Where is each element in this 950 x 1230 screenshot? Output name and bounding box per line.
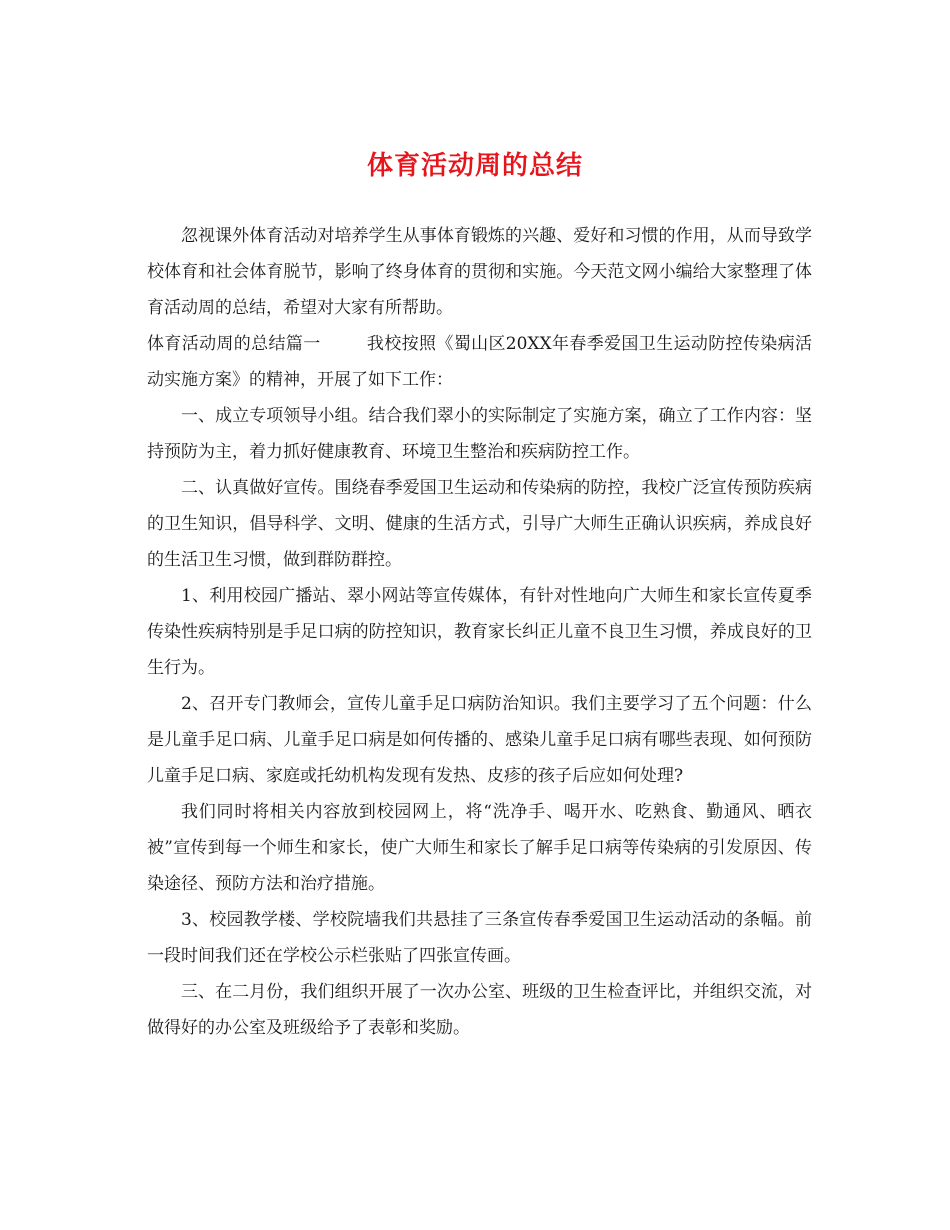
- body-paragraph: 2、召开专门教师会，宣传儿童手足口病防治知识。我们主要学习了五个问题：什么是儿童手足口病、儿童手足口病是如何传播的、感染儿童手足口病有哪些表现、如何预防儿童手足口病、家庭或托幼机构发现有发热、皮疹的孩子后应如何处理?: [147, 694, 812, 786]
- document-body: [147, 218, 812, 1046]
- section-first-text: 我校按照《蜀山区20XX年春季爱国卫生运动防控传染病活动实施方案》的精神，开展了如下工作：: [147, 334, 812, 390]
- body-paragraph: 我们同时将相关内容放到校园网上，将“洗净手、喝开水、吃熟食、勤通风、晒衣被”宣传到每一个师生和家长，使广大师生和家长了解手足口病等传染病的引发原因、传染途径、预防方法和治疗措施。: [147, 802, 812, 894]
- section-first-paragraph: [147, 326, 812, 398]
- section-heading: 体育活动周的总结篇一: [147, 334, 321, 354]
- document-title: 体育活动周的总结: [366, 151, 583, 181]
- body-paragraph: 二、认真做好宣传。围绕春季爱国卫生运动和传染病的防控，我校广泛宣传预防疾病的卫生知识，倡导科学、文明、健康的生活方式，引导广大师生正确认识疾病，养成良好的生活卫生习惯，做到群防群控。: [147, 478, 812, 570]
- body-paragraph: 1、利用校园广播站、翠小网站等宣传媒体，有针对性地向广大师生和家长宣传夏季传染性疾病特别是手足口病的防控知识，教育家长纠正儿童不良卫生习惯，养成良好的卫生行为。: [147, 586, 812, 678]
- body-paragraph: 三、在二月份，我们组织开展了一次办公室、班级的卫生检查评比，并组织交流，对做得好的办公室及班级给予了表彰和奖励。: [147, 982, 812, 1038]
- body-paragraph: 3、校园教学楼、学校院墙我们共悬挂了三条宣传春季爱国卫生运动活动的条幅。前一段时间我们还在学校公示栏张贴了四张宣传画。: [147, 910, 812, 966]
- intro-paragraph: 忽视课外体育活动对培养学生从事体育锻炼的兴趣、爱好和习惯的作用，从而导致学校体育和社会体育脱节，影响了终身体育的贯彻和实施。今天范文网小编给大家整理了体育活动周的总结，希望对大家有所帮助。: [147, 226, 812, 318]
- body-paragraph: 一、成立专项领导小组。结合我们翠小的实际制定了实施方案，确立了工作内容：坚持预防为主，着力抓好健康教育、环境卫生整治和疾病防控工作。: [147, 406, 812, 462]
